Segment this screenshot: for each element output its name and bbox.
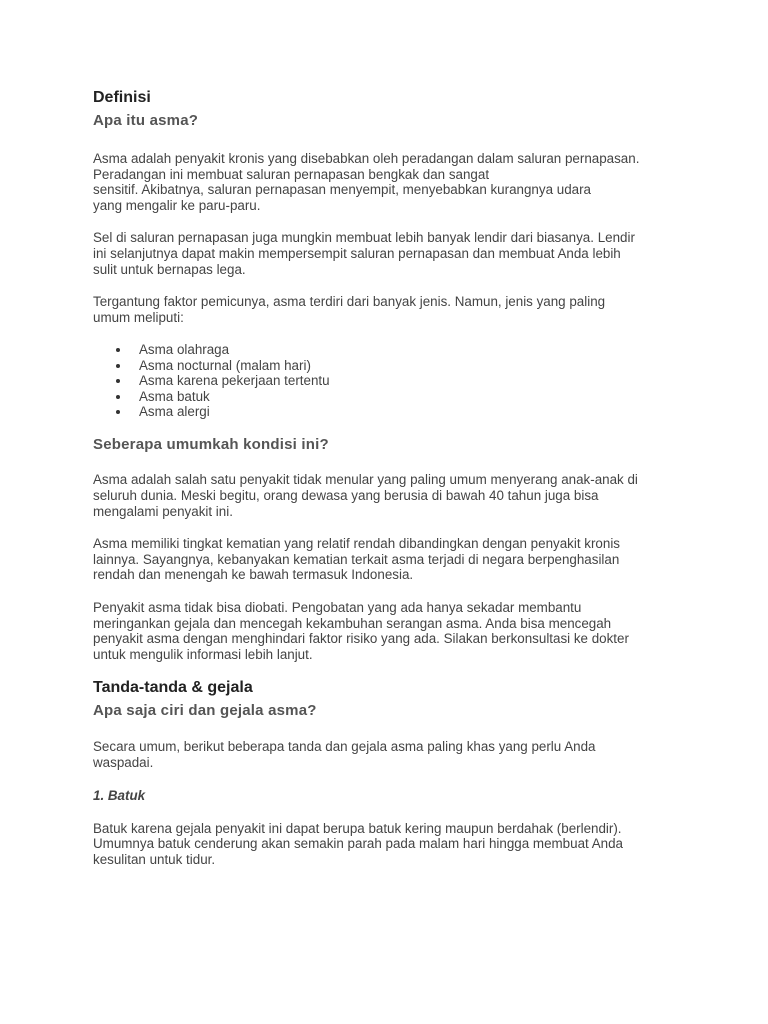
list-item: Asma nocturnal (malam hari) — [93, 358, 683, 373]
paragraph-umum-3: Penyakit asma tidak bisa diobati. Pengobatan yang ada hanya sekadar membantu meringankan gejala dan mencegah kekambuhan serangan asma. Anda bisa mencegah penyakit asma dengan menghindari faktor risiko yang ada. Silakan berkonsultasi ke dokter untuk mengulik informasi lebih lanjut. — [93, 599, 629, 662]
section-title-definisi: Definisi — [93, 89, 151, 106]
list-item: Asma batuk — [93, 389, 683, 404]
paragraph-gejala-1: Secara umum, berikut beberapa tanda dan gejala asma paling khas yang perlu Anda waspadai. — [93, 739, 596, 770]
paragraph-umum-2: Asma memiliki tingkat kematian yang relatif rendah dibandingkan dengan penyakit kronis lainnya. Sayangnya, kebanyakan kematian terkait asma terjadi di negara berpenghasilan rendah dan menengah ke bawah termasuk Indonesia. — [93, 536, 620, 583]
list-item: Asma karena pekerjaan tertentu — [93, 373, 683, 388]
paragraph-umum-1: Asma adalah salah satu penyakit tidak menular yang paling umum menyerang anak-anak di seluruh dunia. Meski begitu, orang dewasa yang berusia di bawah 40 tahun juga bisa mengalami penyakit ini. — [93, 472, 638, 519]
subtitle-apa-itu-asma: Apa itu asma? — [93, 112, 199, 129]
bullet-icon — [116, 348, 120, 352]
asthma-types-list — [93, 342, 683, 419]
bullet-icon — [116, 410, 120, 414]
paragraph-batuk: Batuk karena gejala penyakit ini dapat berupa batuk kering maupun berdahak (berlendir). Umumnya batuk cenderung akan semakin parah pada malam hari hingga membuat Anda kesulitan untuk tidur. — [93, 820, 623, 867]
list-item: Asma alergi — [93, 404, 683, 419]
subtitle-seberapa-umum: Seberapa umumkah kondisi ini? — [93, 436, 329, 454]
paragraph-definisi-1: Asma adalah penyakit kronis yang disebabkan oleh peradangan dalam saluran pernapasan. Peradangan ini membuat saluran pernapasan bengkak dan sangat sensitif. Akibatnya, saluran pernapasan menyempit, menyebabkan kurangnya udara yang mengalir ke paru-paru. — [93, 151, 640, 213]
paragraph-definisi-3: Tergantung faktor pemicunya, asma terdiri dari banyak jenis. Namun, jenis yang paling umum meliputi: — [93, 294, 606, 325]
bullet-icon — [116, 379, 120, 383]
bullet-icon — [116, 364, 120, 368]
subtitle-ciri-gejala: Apa saja ciri dan gejala asma? — [93, 702, 317, 720]
paragraph-definisi-2: Sel di saluran pernapasan juga mungkin membuat lebih banyak lendir dari biasanya. Lendir ini selanjutnya dapat makin mempersempit saluran pernapasan dan membuat Anda lebih sulit untuk bernapas lega. — [93, 230, 635, 277]
section-title-tanda-gejala: Tanda-tanda & gejala — [93, 679, 253, 697]
bullet-icon — [116, 395, 120, 399]
heading-batuk: 1. Batuk — [93, 787, 146, 803]
document-page — [93, 88, 683, 867]
list-item: Asma olahraga — [93, 342, 683, 357]
